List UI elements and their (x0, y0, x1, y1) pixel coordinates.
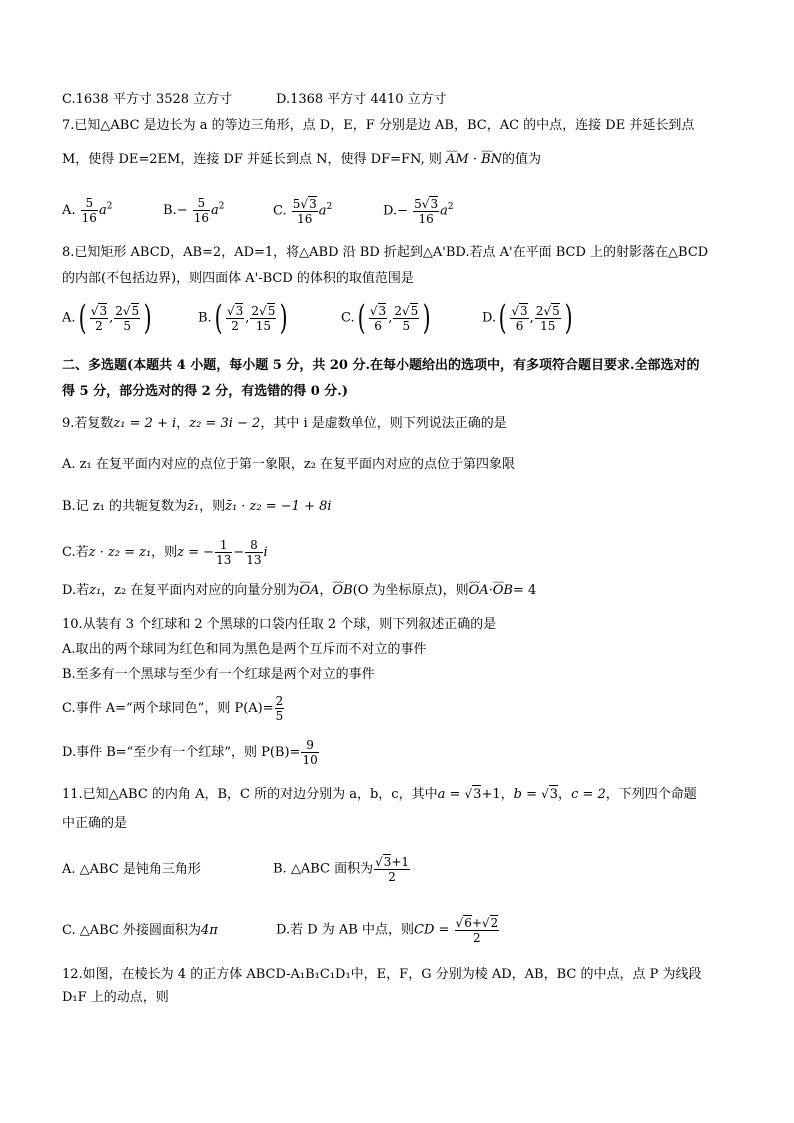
q11-option-d: D.若 D 为 AB 中点，则CD = $\frac{√6+√2}{2}$ (276, 916, 499, 945)
q8-option-d: D.( $\frac{√3}{6}$ , $\frac{2√5}{15}$ ) (482, 298, 573, 338)
q7-option-b (163, 196, 225, 225)
q7-b-sign: − (176, 203, 188, 218)
q8-option-b: B.( $\frac{√3}{2}$ , $\frac{2√5}{15}$ ) (198, 298, 288, 338)
q12-stem-line2: D₁F 上的动点，则 (62, 990, 169, 1005)
q7-c-label: C. (273, 203, 287, 219)
q10-option-d: D.事件 B=“至少有一个红球”，则 P(B)= $\frac{9}{10}$ (62, 738, 318, 767)
q9-option-d: D.若z₁，z₂ 在复平面内对应的向量分别为⌣⌣⌣ OA，⌣⌣⌣ OB(O 为坐标原点)，则⌣⌣⌣ OA·⌣⌣⌣ OB= 4 (62, 582, 536, 600)
q8-option-a: A.( $\frac{√3}{2}$ , $\frac{2√5}{5}$ ) (62, 298, 152, 338)
q10-stem: 10.从装有 3 个红球和 2 个黑球的口袋内任取 2 个球，则下列叙述正确的是 (62, 617, 497, 632)
q8-option-c: C.( $\frac{√3}{6}$ , $\frac{2√5}{5}$ ) (341, 298, 431, 338)
q11-option-c: C. △ABC 外接圆面积为4π (62, 923, 218, 938)
q7-vector-bn: ⌣⌣⌣ BN (481, 151, 502, 169)
q7-stem-pre: M，使得 DE=2EM，连接 DF 并延长到点 N，使得 DF=FN, 则 (62, 152, 442, 167)
q9-stem: 9.若复数z₁ = 2 + i，z₂ = 3i − 2，其中 i 是虚数单位，则下列说法正确的是 (62, 416, 507, 431)
q7-b-exp: 2 (218, 201, 225, 212)
q11-stem-line2: 中正确的是 (62, 816, 128, 831)
q9-option-a: A. z₁ 在复平面内对应的点位于第一象限，z₂ 在复平面内对应的点位于第四象限 (62, 457, 516, 472)
q10-option-c: C.事件 A=“两个球同色”，则 P(A)= $\frac{2}{5}$ (62, 694, 284, 723)
q7-a-frac: $\frac{5}{16}$ (81, 196, 97, 225)
q7-c-var: a (318, 203, 327, 219)
q7-b-var: a (211, 203, 219, 218)
q7-d-frac: $\frac{5√3}{16}$ (414, 197, 439, 226)
q7-stem-line1: 7.已知△ABC 是边长为 a 的等边三角形，点 D，E，F 分别是边 AB，BC，AC 的中点，连接 DE 并延长到点 (62, 118, 695, 133)
q7-d-var: a (440, 203, 448, 219)
q6-option-c: C.1638 平方寸 3528 立方寸 (62, 92, 233, 107)
q7-a-exp: 2 (106, 201, 113, 212)
q11-option-a: A. △ABC 是钝角三角形 (62, 862, 201, 877)
q10-option-a: A.取出的两个球同为红色和同为黑色是两个互斥而不对立的事件 (62, 642, 427, 657)
q9-option-b: B.记 z₁ 的共轭复数为z̄₁，则z̄₁ · z₂ = −1 + 8i (62, 499, 332, 514)
q8-stem-line2: 的内部(不包括边界)，则四面体 A'-BCD 的体积的取值范围是 (62, 271, 414, 286)
q7-b-label: B. (163, 203, 177, 218)
q7-a-label: A. (62, 203, 76, 218)
q7-option-d (383, 196, 454, 226)
q6-option-d: D.1368 平方寸 4410 立方寸 (276, 92, 447, 107)
q7-c-exp: 2 (326, 202, 333, 213)
q8-stem-line1: 8.已知矩形 ABCD，AB=2，AD=1，将△ABD 沿 BD 折起到△A'BD.若点 A'在平面 BCD 上的射影落在△BCD (62, 245, 709, 260)
q11-stem-line1: 11.已知△ABC 的内角 A，B，C 所的对边分别为 a，b，c，其中a = √3+1，b = √3，c = 2，下列四个命题 (62, 787, 697, 802)
q7-b-frac: $\frac{5}{16}$ (193, 196, 210, 225)
q10-option-b: B.至多有一个黑球与至少有一个红球是两个对立的事件 (62, 667, 375, 682)
q12-stem-line1: 12.如图，在棱长为 4 的正方体 ABCD-A₁B₁C₁D₁中，E，F，G 分别为棱 AD，AB，BC 的中点，点 P 为线段 (62, 967, 702, 982)
q7-d-sign: − (397, 203, 408, 219)
q7-vector-am: ⌣⌣⌣ AM (446, 151, 469, 169)
q7-option-a (62, 196, 112, 225)
q7-stem-post: 的值为 (502, 152, 542, 167)
q7-c-frac: $\frac{5√3}{16}$ (292, 197, 317, 226)
q11-option-b: B. △ABC 面积为 $\frac{√3+1}{2}$ (273, 855, 410, 884)
section2-heading-line1: 二、多选题(本题共 4 小题，每小题 5 分，共 20 分.在每小题给出的选项中，有多项符合题目要求.全部选对的 (62, 358, 700, 373)
q7-d-label: D. (383, 203, 398, 219)
q7-dot: · (472, 152, 477, 167)
section2-heading-line2: 得 5 分，部分选对的得 2 分，有选错的得 0 分.) (62, 384, 348, 399)
q7-a-var: a (98, 203, 107, 218)
q7-option-c (273, 196, 332, 226)
q9-option-c: C.若z · z₂ = z₁，则z = − $\frac{1}{13}$ − $\frac{8}{13}$ i (62, 538, 268, 567)
q7-stem-line2 (62, 151, 541, 169)
q7-d-exp: 2 (447, 202, 454, 213)
